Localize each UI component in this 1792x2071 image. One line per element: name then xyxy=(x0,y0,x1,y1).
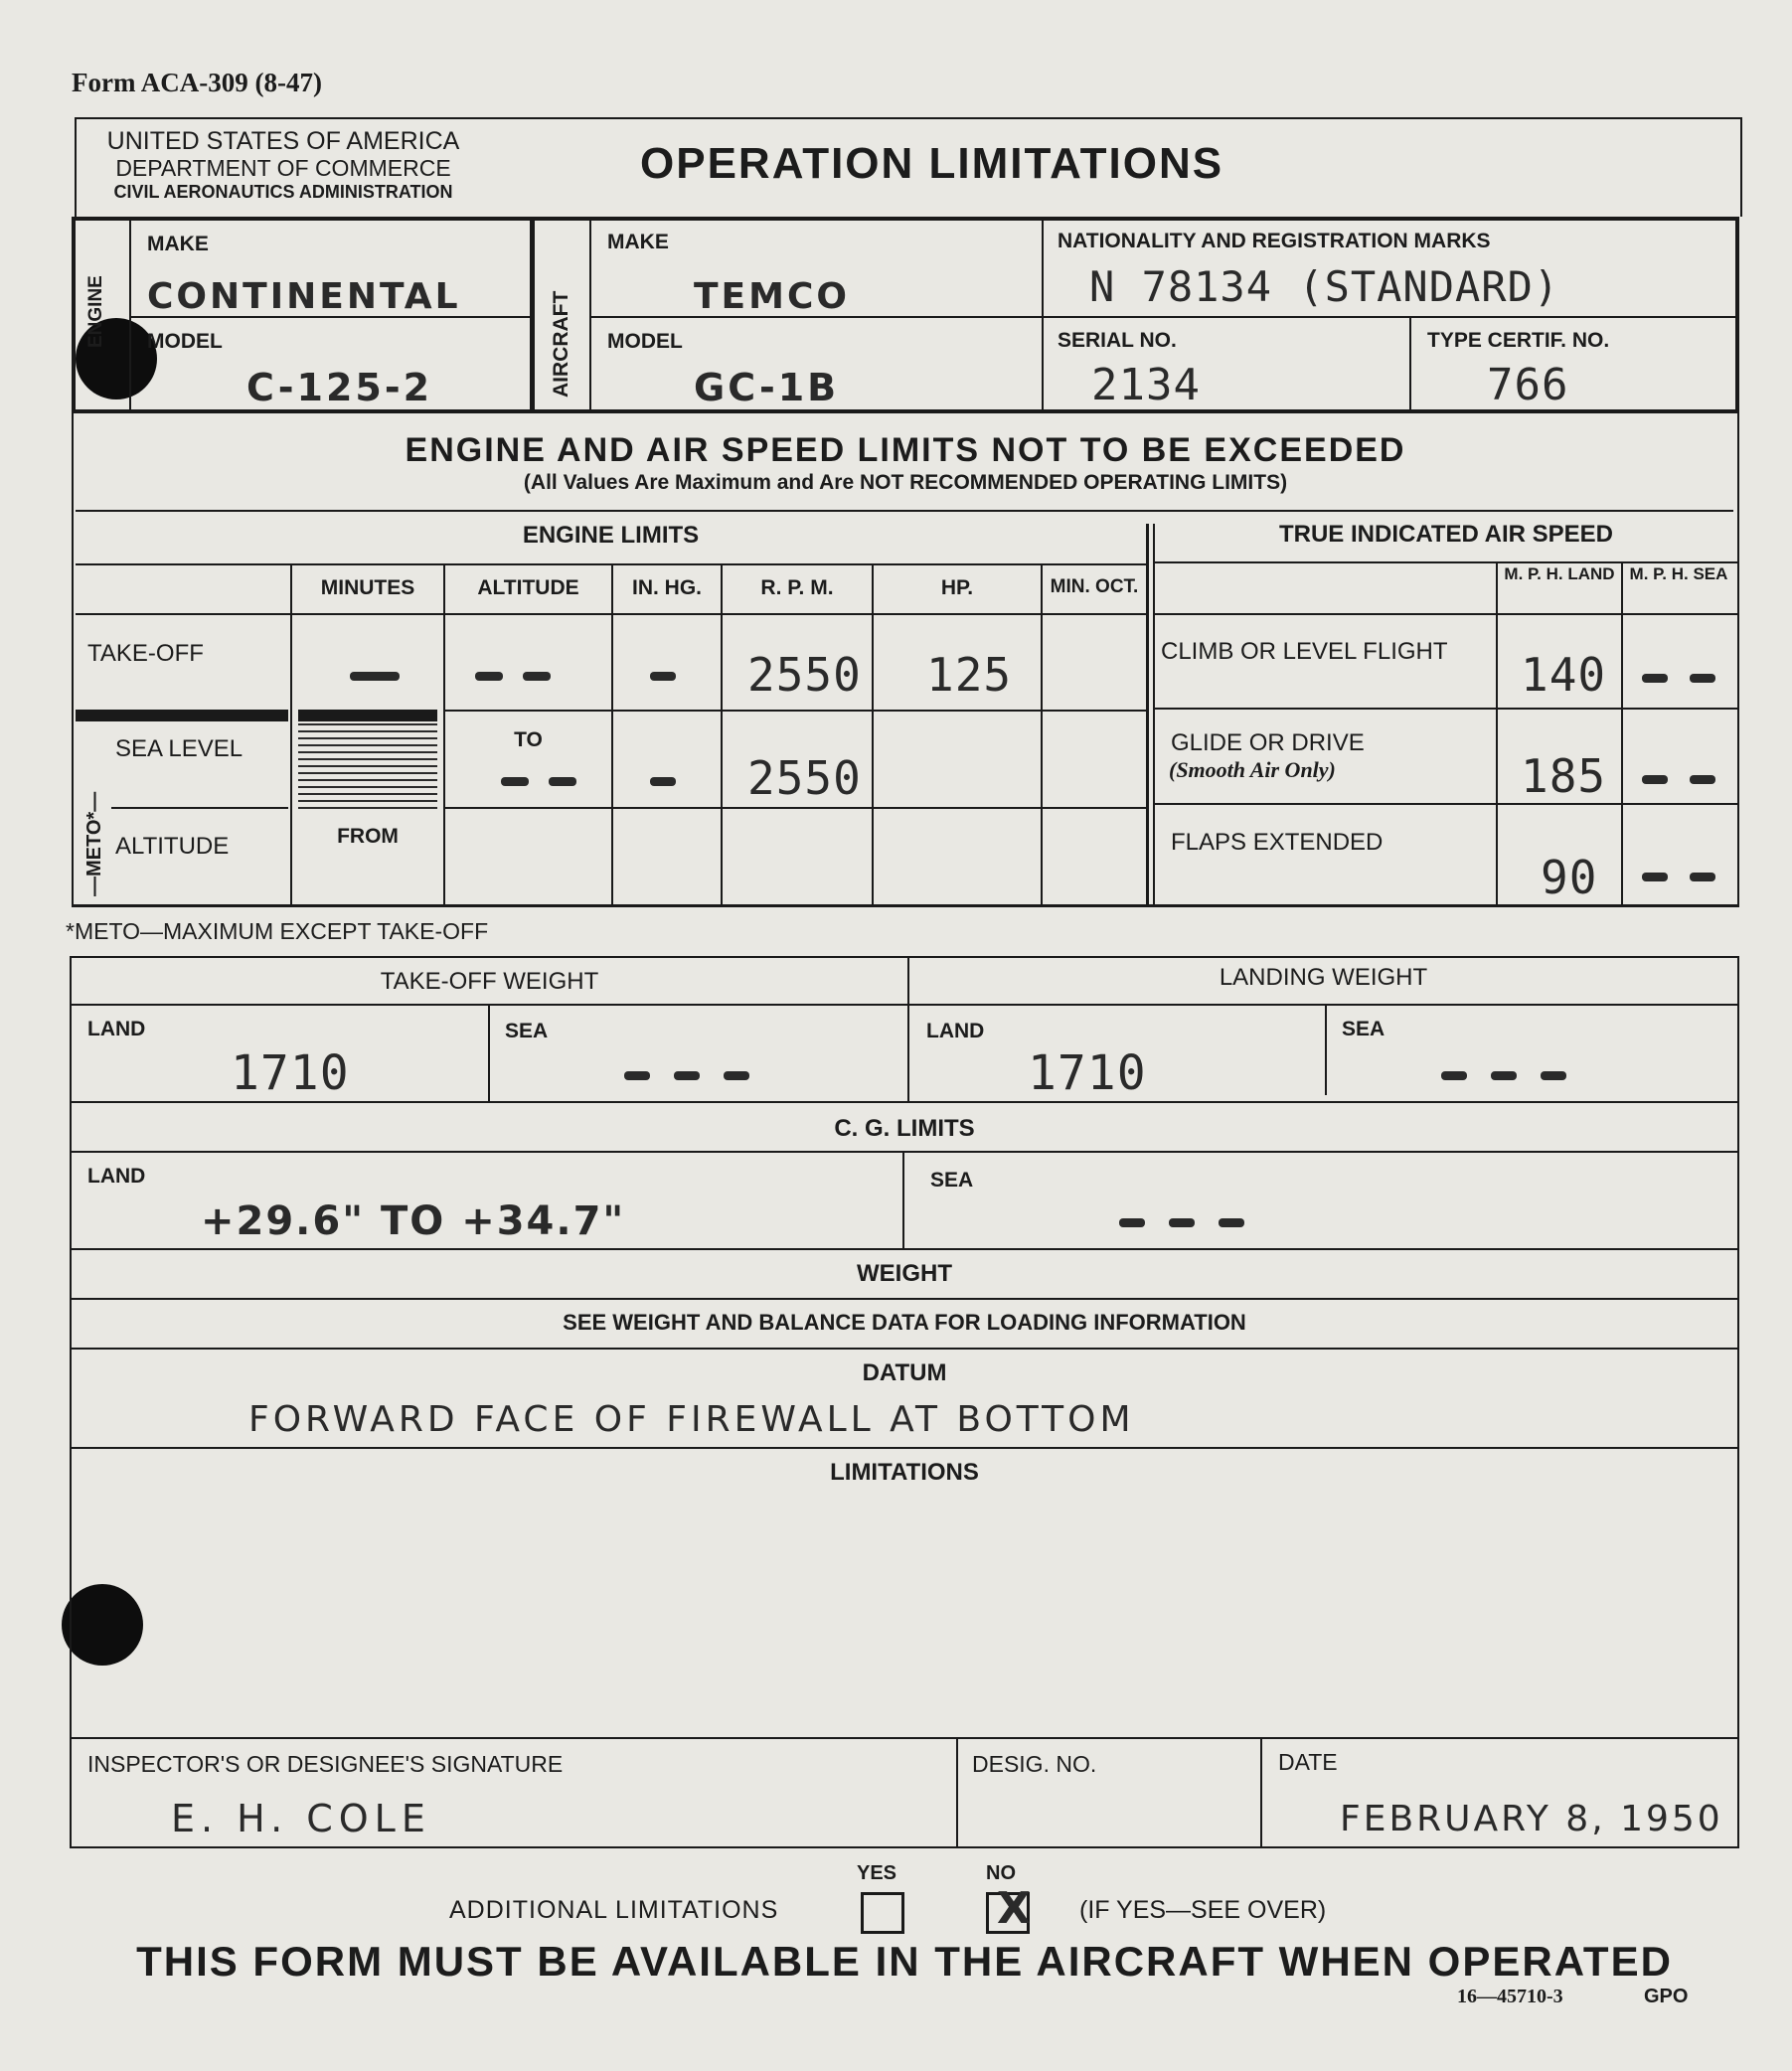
landing-sea-dash-2 xyxy=(1491,1071,1517,1080)
limitations-body xyxy=(72,1497,1737,1735)
org-line-1: UNITED STATES OF AMERICA xyxy=(106,127,460,155)
additional-limitations-label: ADDITIONAL LIMITATIONS xyxy=(449,1896,779,1924)
engine-model-label: MODEL xyxy=(147,330,223,353)
sea-level-label: SEA LEVEL xyxy=(115,735,244,762)
landing-sea-dash-3 xyxy=(1541,1071,1566,1080)
engine-model-value: C-125-2 xyxy=(246,366,433,409)
takeoff-altitude-dash-1 xyxy=(475,672,503,681)
meto-altitude-dash-2 xyxy=(549,777,576,786)
engine-limits-heading: ENGINE LIMITS xyxy=(522,522,700,549)
serial-label: SERIAL NO. xyxy=(1058,329,1177,352)
engine-make-value: CONTINENTAL xyxy=(147,276,461,317)
additional-note: (IF YES—SEE OVER) xyxy=(1079,1896,1327,1924)
landing-land-label: LAND xyxy=(926,1020,985,1042)
flaps-label: FLAPS EXTENDED xyxy=(1171,829,1384,856)
landing-sea-label: SEA xyxy=(1342,1018,1385,1040)
yes-checkbox[interactable] xyxy=(861,1892,904,1934)
col-in-hg: IN. HG. xyxy=(631,576,702,599)
cg-sea-dash-1 xyxy=(1119,1218,1145,1227)
desig-no-label: DESIG. NO. xyxy=(972,1751,1097,1777)
takeoff-rpm-value: 2550 xyxy=(747,648,862,702)
col-rpm: R. P. M. xyxy=(760,576,834,599)
takeoff-weight-heading: TAKE-OFF WEIGHT xyxy=(380,968,599,995)
registration-label: NATIONALITY AND REGISTRATION MARKS xyxy=(1058,230,1491,252)
meto-altitude-label: ALTITUDE xyxy=(115,833,230,860)
meto-label: —METO*— xyxy=(83,791,105,896)
engine-side-label: ENGINE xyxy=(85,275,106,348)
no-check-mark: X xyxy=(997,1883,1031,1934)
no-checkbox[interactable] xyxy=(986,1883,1031,1934)
weight-note: SEE WEIGHT AND BALANCE DATA FOR LOADING INFORMATION xyxy=(563,1310,1246,1335)
takeoff-hp-value: 125 xyxy=(926,648,1013,702)
takeoff-sea-dash-1 xyxy=(624,1071,650,1080)
landing-land-value: 1710 xyxy=(1028,1045,1147,1101)
yes-label: YES xyxy=(857,1862,897,1884)
aircraft-side-label: AIRCRAFT xyxy=(550,290,572,398)
landing-weight-heading: LANDING WEIGHT xyxy=(1219,964,1428,991)
aircraft-model-label: MODEL xyxy=(607,330,683,353)
takeoff-land-value: 1710 xyxy=(231,1045,350,1101)
glide-sea-dash-2 xyxy=(1690,775,1715,784)
form-number: Form ACA-309 (8-47) xyxy=(72,68,322,97)
glide-label: GLIDE OR DRIVE xyxy=(1171,729,1365,756)
date-label: DATE xyxy=(1278,1749,1338,1775)
flaps-land-value: 90 xyxy=(1541,851,1598,904)
climb-sea-dash-2 xyxy=(1690,674,1715,683)
col-mph-land: M. P. H. LAND xyxy=(1504,564,1615,583)
takeoff-land-label: LAND xyxy=(87,1018,146,1040)
takeoff-sea-dash-3 xyxy=(724,1071,749,1080)
glide-land-value: 185 xyxy=(1521,749,1607,803)
landing-sea-dash-1 xyxy=(1441,1071,1467,1080)
cg-sea-label: SEA xyxy=(930,1169,974,1192)
glide-sea-dash-1 xyxy=(1642,775,1668,784)
datum-heading: DATUM xyxy=(862,1359,947,1386)
engine-make-label: MAKE xyxy=(147,233,209,255)
climb-sea-dash-1 xyxy=(1642,674,1668,683)
warning-banner: THIS FORM MUST BE AVAILABLE IN THE AIRCRAFT WHEN OPERATED xyxy=(136,1938,1673,1985)
aircraft-model-value: GC-1B xyxy=(694,366,840,409)
airspeed-heading: TRUE INDICATED AIR SPEED xyxy=(1278,521,1614,548)
footer-code: 16—45710-3 xyxy=(1457,1986,1563,2007)
inspector-value: E. H. COLE xyxy=(171,1797,431,1840)
aircraft-make-label: MAKE xyxy=(607,231,669,253)
cg-sea-dash-3 xyxy=(1219,1218,1244,1227)
meto-inhg-dash xyxy=(650,777,676,786)
takeoff-sea-dash-2 xyxy=(674,1071,700,1080)
cg-heading: C. G. LIMITS xyxy=(834,1115,975,1142)
limitations-heading: LIMITATIONS xyxy=(830,1459,979,1486)
takeoff-sea-label: SEA xyxy=(505,1020,549,1042)
from-label: FROM xyxy=(337,825,399,848)
no-label: NO xyxy=(986,1862,1016,1884)
flaps-sea-dash-1 xyxy=(1642,873,1668,881)
climb-land-value: 140 xyxy=(1521,648,1607,702)
meto-altitude-dash-1 xyxy=(501,777,529,786)
aircraft-make-value: TEMCO xyxy=(694,276,850,317)
org-line-3: CIVIL AERONAUTICS ADMINISTRATION xyxy=(113,182,453,202)
footer-gpo: GPO xyxy=(1644,1986,1689,2007)
type-cert-value: 766 xyxy=(1487,360,1569,410)
weight-heading: WEIGHT xyxy=(857,1260,952,1287)
takeoff-minutes-dash xyxy=(350,672,400,681)
limits-subheading: (All Values Are Maximum and Are NOT RECOMMENDED OPERATING LIMITS) xyxy=(523,471,1288,494)
inspector-label: INSPECTOR'S OR DESIGNEE'S SIGNATURE xyxy=(87,1751,564,1777)
date-value: FEBRUARY 8, 1950 xyxy=(1340,1799,1723,1839)
meto-footnote: *METO—MAXIMUM EXCEPT TAKE-OFF xyxy=(66,918,489,944)
col-mph-sea: M. P. H. SEA xyxy=(1629,564,1728,583)
serial-value: 2134 xyxy=(1091,360,1201,410)
col-hp: HP. xyxy=(940,576,974,599)
minutes-hatched-cell xyxy=(298,723,437,809)
meto-rpm-value: 2550 xyxy=(747,751,862,805)
page-title: OPERATION LIMITATIONS xyxy=(640,139,1224,188)
registration-value: N 78134 (STANDARD) xyxy=(1089,262,1560,311)
col-minutes: MINUTES xyxy=(320,576,415,599)
org-line-2: DEPARTMENT OF COMMERCE xyxy=(115,155,451,181)
type-cert-label: TYPE CERTIF. NO. xyxy=(1427,329,1610,352)
datum-value: FORWARD FACE OF FIREWALL AT BOTTOM xyxy=(248,1399,1135,1440)
takeoff-altitude-dash-2 xyxy=(523,672,551,681)
takeoff-label: TAKE-OFF xyxy=(87,640,204,667)
col-min-oct: MIN. OCT. xyxy=(1050,576,1139,597)
flaps-sea-dash-2 xyxy=(1690,873,1715,881)
cg-land-value: +29.6" TO +34.7" xyxy=(201,1198,626,1244)
to-label: TO xyxy=(514,728,543,751)
cg-land-label: LAND xyxy=(87,1165,146,1188)
col-altitude: ALTITUDE xyxy=(477,576,579,599)
climb-label: CLIMB OR LEVEL FLIGHT xyxy=(1161,638,1448,665)
takeoff-inhg-dash xyxy=(650,672,676,681)
cg-sea-dash-2 xyxy=(1169,1218,1195,1227)
limits-heading: ENGINE AND AIR SPEED LIMITS NOT TO BE EXCEEDED xyxy=(405,431,1406,469)
glide-note: (Smooth Air Only) xyxy=(1169,757,1336,782)
